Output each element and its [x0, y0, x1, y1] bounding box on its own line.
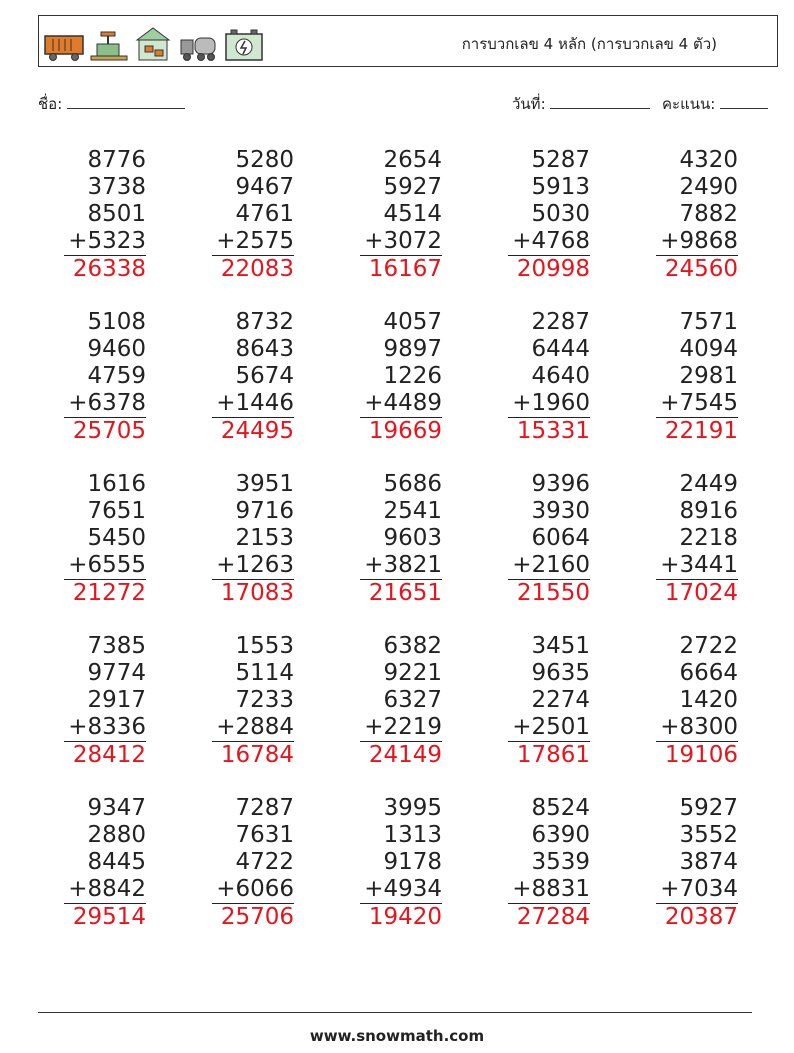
train-engine-icon: [177, 32, 219, 62]
addend: 3552: [679, 822, 738, 848]
addend: 4094: [679, 336, 738, 362]
addend: 5030: [531, 201, 590, 227]
addend: 7651: [87, 498, 146, 524]
last-addend: +1960: [512, 390, 590, 416]
addend: 7882: [679, 201, 738, 227]
addend: 8732: [235, 309, 294, 335]
addend: 9460: [87, 336, 146, 362]
addition-problem: [174, 147, 294, 283]
answer: 29514: [72, 904, 146, 930]
addend: 3738: [87, 174, 146, 200]
addend: 1226: [383, 363, 442, 389]
addend: 2654: [383, 147, 442, 173]
addition-problem: [470, 309, 590, 445]
addend: 4640: [531, 363, 590, 389]
last-addend: +8336: [68, 714, 146, 740]
addend: 6327: [383, 687, 442, 713]
addend: 4057: [383, 309, 442, 335]
pump-jack-icon: [89, 30, 129, 62]
answer: 24495: [220, 418, 294, 444]
addition-problem: [470, 147, 590, 283]
addition-problem: [618, 147, 738, 283]
addend: 9467: [235, 174, 294, 200]
addend: 3951: [235, 471, 294, 497]
last-addend: +4489: [364, 390, 442, 416]
addend: 5114: [235, 660, 294, 686]
addend: 9221: [383, 660, 442, 686]
addend: 9178: [383, 849, 442, 875]
addend: 5927: [383, 174, 442, 200]
last-addend: +3441: [660, 552, 738, 578]
addend: 7287: [235, 795, 294, 821]
addition-problem: [26, 795, 146, 931]
answer: 25705: [72, 418, 146, 444]
answer: 22191: [664, 418, 738, 444]
answer: 21550: [516, 580, 590, 606]
addition-problem: [618, 633, 738, 769]
addend: 6390: [531, 822, 590, 848]
last-addend: +6066: [216, 876, 294, 902]
factory-icon: [133, 24, 173, 62]
addition-problem: [470, 795, 590, 931]
footer-divider: [38, 1012, 752, 1013]
answer: 28412: [72, 742, 146, 768]
last-addend: +2884: [216, 714, 294, 740]
addition-problem: [618, 471, 738, 607]
answer: 17861: [516, 742, 590, 768]
addend: 4514: [383, 201, 442, 227]
answer: 21651: [368, 580, 442, 606]
answer: 16784: [220, 742, 294, 768]
answer: 24560: [664, 256, 738, 282]
last-addend: +5323: [68, 228, 146, 254]
last-addend: +7545: [660, 390, 738, 416]
last-addend: +1446: [216, 390, 294, 416]
addend: 7385: [87, 633, 146, 659]
addition-problem: [26, 309, 146, 445]
addend: 2722: [679, 633, 738, 659]
addend: 3995: [383, 795, 442, 821]
addend: 2287: [531, 309, 590, 335]
addend: 5913: [531, 174, 590, 200]
addend: 5287: [531, 147, 590, 173]
addition-problem: [26, 633, 146, 769]
addition-problem: [322, 471, 442, 607]
last-addend: +9868: [660, 228, 738, 254]
last-addend: +4768: [512, 228, 590, 254]
date-blank[interactable]: [550, 94, 650, 109]
addition-problem: [618, 309, 738, 445]
addend: 9603: [383, 525, 442, 551]
addend: 6444: [531, 336, 590, 362]
addend: 4759: [87, 363, 146, 389]
last-addend: +2575: [216, 228, 294, 254]
score-label: คะแนน:: [662, 95, 716, 113]
addend: 5674: [235, 363, 294, 389]
last-addend: +3072: [364, 228, 442, 254]
addend: 2153: [235, 525, 294, 551]
addend: 8643: [235, 336, 294, 362]
addend: 9897: [383, 336, 442, 362]
addend: 8445: [87, 849, 146, 875]
answer: 15331: [516, 418, 590, 444]
worksheet-title: การบวกเลข 4 หลัก (การบวกเลข 4 ตัว): [461, 35, 717, 53]
answer: 19106: [664, 742, 738, 768]
answer: 21272: [72, 580, 146, 606]
name-label: ชื่อ:: [38, 95, 63, 113]
last-addend: +6378: [68, 390, 146, 416]
addition-problem: [618, 795, 738, 931]
addend: 6064: [531, 525, 590, 551]
header-icons: [43, 22, 265, 62]
addend: 6664: [679, 660, 738, 686]
addend: 7233: [235, 687, 294, 713]
addend: 5686: [383, 471, 442, 497]
last-addend: +7034: [660, 876, 738, 902]
addend: 5927: [679, 795, 738, 821]
name-blank[interactable]: [67, 94, 185, 109]
addition-problem: [470, 471, 590, 607]
addition-problem: [26, 147, 146, 283]
addend: 6382: [383, 633, 442, 659]
answer: 17083: [220, 580, 294, 606]
addend: 5280: [235, 147, 294, 173]
name-field: [38, 92, 185, 116]
score-blank[interactable]: [720, 94, 768, 109]
addend: 8916: [679, 498, 738, 524]
last-addend: +4934: [364, 876, 442, 902]
addend: 4320: [679, 147, 738, 173]
last-addend: +8300: [660, 714, 738, 740]
addend: 2218: [679, 525, 738, 551]
answer: 24149: [368, 742, 442, 768]
addend: 2917: [87, 687, 146, 713]
addend: 2541: [383, 498, 442, 524]
addend: 2981: [679, 363, 738, 389]
addition-problem: [174, 795, 294, 931]
answer: 16167: [368, 256, 442, 282]
last-addend: +2160: [512, 552, 590, 578]
addend: 7631: [235, 822, 294, 848]
answer: 27284: [516, 904, 590, 930]
addition-problem: [322, 633, 442, 769]
freight-car-icon: [43, 32, 85, 62]
answer: 26338: [72, 256, 146, 282]
last-addend: +2501: [512, 714, 590, 740]
addend: 9774: [87, 660, 146, 686]
addition-problem: [322, 309, 442, 445]
addend: 7571: [679, 309, 738, 335]
addend: 9347: [87, 795, 146, 821]
addend: 5108: [87, 309, 146, 335]
addend: 1553: [235, 633, 294, 659]
addend: 9635: [531, 660, 590, 686]
addend: 9396: [531, 471, 590, 497]
last-addend: +8842: [68, 876, 146, 902]
addend: 8776: [87, 147, 146, 173]
addition-problem: [174, 633, 294, 769]
addend: 5450: [87, 525, 146, 551]
addend: 3539: [531, 849, 590, 875]
answer: 20998: [516, 256, 590, 282]
addend: 2880: [87, 822, 146, 848]
addition-problem: [322, 147, 442, 283]
last-addend: +3821: [364, 552, 442, 578]
addend: 2449: [679, 471, 738, 497]
addend: 1420: [679, 687, 738, 713]
answer: 20387: [664, 904, 738, 930]
answer: 17024: [664, 580, 738, 606]
addition-problem: [174, 471, 294, 607]
addend: 1313: [383, 822, 442, 848]
addition-problem: [174, 309, 294, 445]
footer-site: www.snowmath.com: [309, 1027, 485, 1045]
addend: 4722: [235, 849, 294, 875]
last-addend: +2219: [364, 714, 442, 740]
battery-icon: [223, 28, 265, 62]
date-label: วันที่:: [512, 95, 546, 113]
answer: 22083: [220, 256, 294, 282]
addend: 2490: [679, 174, 738, 200]
addend: 2274: [531, 687, 590, 713]
addition-problem: [322, 795, 442, 931]
last-addend: +6555: [68, 552, 146, 578]
addend: 3874: [679, 849, 738, 875]
addend: 8501: [87, 201, 146, 227]
answer: 19420: [368, 904, 442, 930]
last-addend: +8831: [512, 876, 590, 902]
answer: 19669: [368, 418, 442, 444]
worksheet-header: [38, 15, 778, 67]
addend: 9716: [235, 498, 294, 524]
addend: 3930: [531, 498, 590, 524]
last-addend: +1263: [216, 552, 294, 578]
addend: 1616: [87, 471, 146, 497]
addend: 4761: [235, 201, 294, 227]
addend: 3451: [531, 633, 590, 659]
addition-problem: [470, 633, 590, 769]
date-field: [512, 92, 650, 116]
addend: 8524: [531, 795, 590, 821]
score-field: [662, 92, 768, 116]
addition-problem: [26, 471, 146, 607]
answer: 25706: [220, 904, 294, 930]
